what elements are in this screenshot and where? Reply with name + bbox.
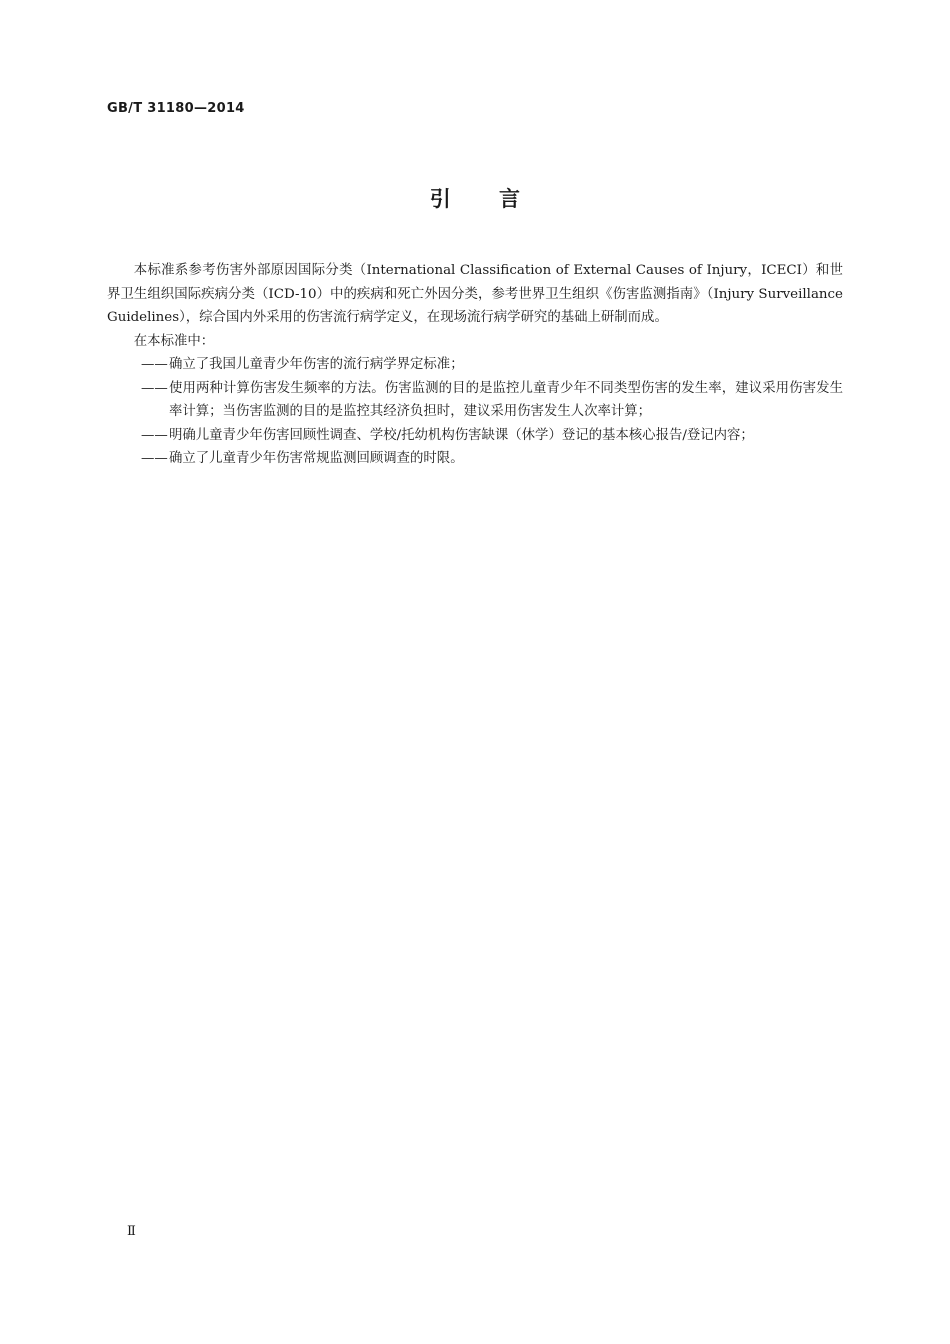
page-title: [0, 183, 950, 213]
lead-in-text: 在本标准中：: [133, 333, 215, 349]
list-item-text: 明确儿童青少年伤害回顾性调查、学校/托幼机构伤害缺课（休学）登记的基本核心报告/登记内容；: [169, 427, 754, 443]
list-item-text: 确立了儿童青少年伤害常规监测回顾调查的时限。: [169, 451, 464, 466]
list-item: [107, 447, 843, 471]
list-item-text: 确立了我国儿童青少年伤害的流行病学界定标准；: [169, 357, 464, 372]
page-number: Ⅱ: [127, 1224, 136, 1239]
intro-paragraph: 本标准系参考伤害外部原因国际分类（International Classification of External Causes of Injury，ICECI）和世界卫生组织国际疾病分类（ICD-10）中的疾病和死亡外因分类，参考世界卫生组织《伤害监测指南》（Injury Surveillance Guidelines），综合国内外采用的伤害流行病学定义，在现场流行病学研究的基础上研制而成。: [107, 263, 843, 325]
list-item: [107, 353, 843, 377]
provisions-list: [107, 353, 843, 471]
list-item: [107, 377, 843, 424]
title-char-2: 言: [499, 187, 521, 211]
standard-code: GB/T 31180—2014: [107, 101, 245, 116]
title-char-1: 引: [429, 187, 451, 211]
dash-marker: ——: [141, 357, 168, 372]
foreword-body: [107, 259, 843, 471]
dash-marker: ——: [141, 427, 168, 443]
list-item: [107, 424, 843, 448]
list-item-text: 使用两种计算伤害发生频率的方法。伤害监测的目的是监控儿童青少年不同类型伤害的发生率，建议采用伤害发生率计算；当伤害监测的目的是监控其经济负担时，建议采用伤害发生人次率计算；: [169, 380, 843, 419]
dash-marker: ——: [141, 380, 168, 396]
dash-marker: ——: [141, 451, 168, 466]
